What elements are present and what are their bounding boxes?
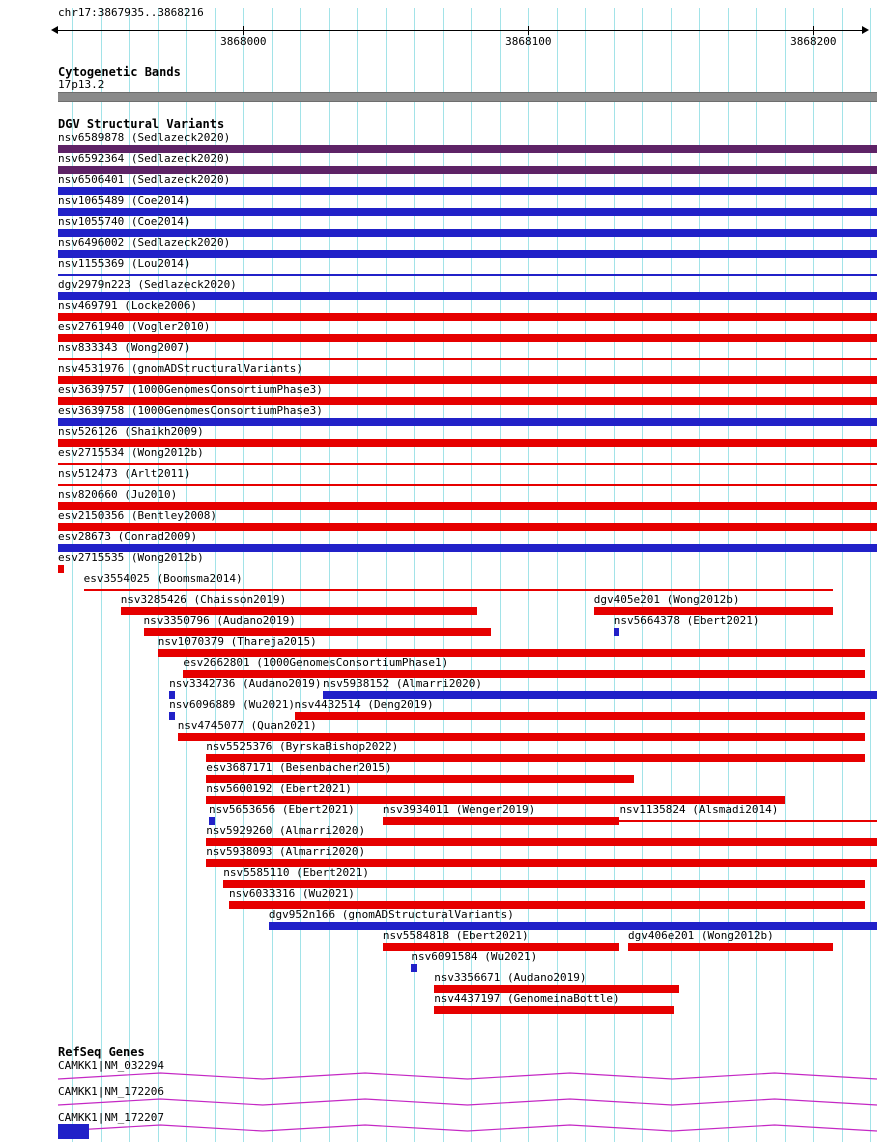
variant-bar[interactable] [58,484,877,486]
ruler-tick [813,26,814,35]
gene-exon[interactable] [58,1124,89,1139]
cytoband-label: 17p13.2 [58,78,105,91]
gene-label[interactable]: CAMKK1|NM_172207 [58,1111,164,1124]
gridline [842,8,843,1142]
variant-label[interactable]: esv3639758 (1000GenomesConsortiumPhase3) [58,404,323,417]
variant-label[interactable]: nsv6589878 (Sedlazeck2020) [58,131,231,144]
gridline [329,8,330,1142]
gridline [728,8,729,1142]
ruler-tick-label: 3868200 [790,35,837,48]
ruler-tick [243,26,244,35]
ruler-arrow-right-icon [862,26,869,34]
variant-label[interactable]: nsv5653656 (Ebert2021) [209,803,355,816]
variant-label[interactable]: nsv1065489 (Coe2014) [58,194,191,207]
variant-label[interactable]: nsv5525376 (ByrskaBishop2022) [206,740,399,753]
variant-bar[interactable] [411,964,417,972]
gene-model[interactable] [0,1122,890,1138]
gene-model[interactable] [0,1070,890,1086]
variant-label[interactable]: nsv6033316 (Wu2021) [229,887,355,900]
variant-label[interactable]: esv2150356 (Bentley2008) [58,509,217,522]
variant-bar[interactable] [295,712,865,720]
variant-label[interactable]: esv2715535 (Wong2012b) [58,551,204,564]
variant-label[interactable]: nsv3350796 (Audano2019) [143,614,296,627]
gene-label[interactable]: CAMKK1|NM_032294 [58,1059,164,1072]
variant-bar[interactable] [58,565,64,573]
variant-label[interactable]: dgv2979n223 (Sedlazeck2020) [58,278,237,291]
variant-label[interactable]: dgv406e201 (Wong2012b) [628,929,774,942]
variant-bar[interactable] [628,943,833,951]
variant-bar[interactable] [84,589,834,591]
variant-label[interactable]: nsv6496002 (Sedlazeck2020) [58,236,231,249]
variant-label[interactable]: nsv5600192 (Ebert2021) [206,782,352,795]
gridline [614,8,615,1142]
variant-label[interactable]: nsv4531976 (gnomADStructuralVariants) [58,362,304,375]
variant-bar[interactable] [619,820,877,822]
variant-label[interactable]: nsv5938093 (Almarri2020) [206,845,366,858]
variant-label[interactable]: esv3639757 (1000GenomesConsortiumPhase3) [58,383,323,396]
variant-bar[interactable] [169,712,175,720]
variant-label[interactable]: esv3554025 (Boomsma2014) [83,572,243,585]
variant-label[interactable]: esv2715534 (Wong2012b) [58,446,204,459]
gridline [813,8,814,1142]
gridline [243,8,244,1142]
variant-bar[interactable] [58,274,877,276]
cytoband-bar [58,92,877,102]
variant-label[interactable]: esv28673 (Conrad2009) [58,530,198,543]
variant-label[interactable]: esv3687171 (Besenbacher2015) [206,761,392,774]
variant-label[interactable]: nsv4432514 (Deng2019) [294,698,434,711]
variant-label[interactable]: nsv4745077 (Quan2021) [177,719,317,732]
gridline [756,8,757,1142]
gridline [785,8,786,1142]
variant-label[interactable]: nsv833343 (Wong2007) [58,341,191,354]
variant-label[interactable]: nsv5938152 (Almarri2020) [323,677,482,690]
ruler-tick [528,26,529,35]
variant-label[interactable]: nsv5664378 (Ebert2021) [613,614,760,627]
variant-label[interactable]: nsv1135824 (Alsmadi2014) [619,803,779,816]
region-coordinates: chr17:3867935..3868216 [58,6,204,19]
ruler-tick-label: 3868100 [505,35,552,48]
variant-bar[interactable] [383,817,620,825]
variant-label[interactable]: dgv405e201 (Wong2012b) [593,593,740,606]
gridline [699,8,700,1142]
variant-bar[interactable] [269,922,877,930]
variant-label[interactable]: nsv512473 (Arlt2011) [58,467,191,480]
track-title-dgv: DGV Structural Variants [58,117,225,131]
variant-bar[interactable] [434,1006,673,1014]
variant-label[interactable]: nsv3285426 (Chaisson2019) [120,593,287,606]
track-title-refseq: RefSeq Genes [58,1045,145,1059]
ruler-arrow-left-icon [51,26,58,34]
gene-label[interactable]: CAMKK1|NM_172206 [58,1085,164,1098]
gene-model[interactable] [0,1096,890,1112]
gridline [642,8,643,1142]
variant-label[interactable]: dgv952n166 (gnomADStructuralVariants) [268,908,514,921]
gridline [671,8,672,1142]
variant-label[interactable]: nsv5584818 (Ebert2021) [382,929,529,942]
variant-label[interactable]: nsv5585110 (Ebert2021) [223,866,369,879]
gridline [870,8,871,1142]
variant-bar[interactable] [58,358,877,360]
gridline [272,8,273,1142]
variant-label[interactable]: nsv3342736 (Audano2019) [169,677,322,690]
ruler-axis [58,30,862,31]
variant-label[interactable]: nsv3934011 (Wenger2019) [382,803,536,816]
variant-label[interactable]: nsv4437197 (GenomeinaBottle) [434,992,620,1005]
variant-label[interactable]: nsv469791 (Locke2006) [58,299,198,312]
variant-label[interactable]: nsv6091584 (Wu2021) [411,950,538,963]
variant-label[interactable]: nsv1055740 (Coe2014) [58,215,191,228]
variant-label[interactable]: esv2662801 (1000GenomesConsortiumPhase1) [183,656,449,669]
variant-label[interactable]: nsv6506401 (Sedlazeck2020) [58,173,231,186]
variant-label[interactable]: nsv6592364 (Sedlazeck2020) [58,152,231,165]
track-title-cytobands: Cytogenetic Bands [58,65,181,79]
variant-label[interactable]: nsv5929260 (Almarri2020) [206,824,366,837]
gridline [300,8,301,1142]
variant-label[interactable]: nsv820660 (Ju2010) [58,488,178,501]
variant-label[interactable]: esv2761940 (Vogler2010) [58,320,211,333]
variant-label[interactable]: nsv526126 (Shaikh2009) [58,425,204,438]
variant-label[interactable]: nsv1070379 (Thareja2015) [157,635,317,648]
variant-bar[interactable] [614,628,620,636]
variant-label[interactable]: nsv6096889 (Wu2021) [169,698,295,711]
variant-bar[interactable] [58,463,877,465]
gridline [386,8,387,1142]
ruler-tick-label: 3868000 [220,35,267,48]
variant-label[interactable]: nsv1155369 (Lou2014) [58,257,191,270]
variant-label[interactable]: nsv3356671 (Audano2019) [434,971,587,984]
gridline [357,8,358,1142]
